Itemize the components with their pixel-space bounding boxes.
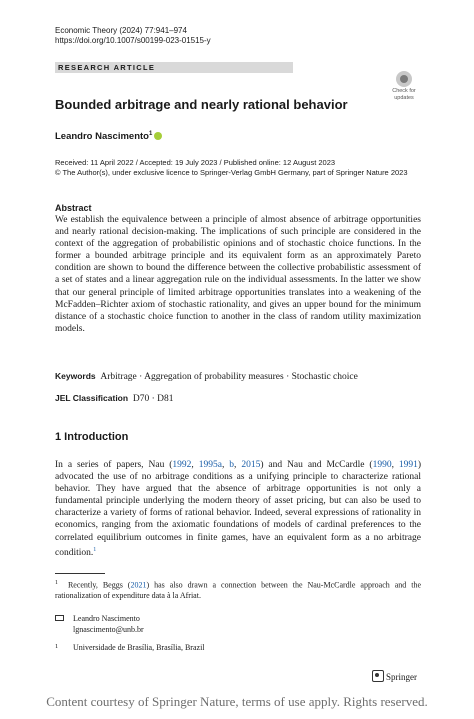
- citation-link[interactable]: 1990: [372, 460, 392, 470]
- citation-link[interactable]: b: [229, 460, 235, 470]
- citation-link[interactable]: 2015: [241, 460, 261, 470]
- footnote-text: ) has also drawn a connection between the Nau-McCardle approach and the rationalization of expenditure data à la Afriat.: [55, 580, 422, 600]
- intro-text: In a series of papers, Nau (: [55, 460, 173, 470]
- article-type-label: RESEARCH ARTICLE: [58, 63, 156, 72]
- copyright-line: © The Author(s), under exclusive licence to Springer-Verlag GmbH Germany, part of Springer Nature 2023: [55, 168, 408, 177]
- doi-link[interactable]: https://doi.org/10.1007/s00199-023-01515-y: [55, 36, 211, 45]
- publisher-name: Springer: [386, 672, 417, 682]
- check-for-label: Check for: [392, 88, 416, 94]
- intro-text: ,: [221, 460, 230, 470]
- jel-line: [55, 393, 173, 404]
- citation-link[interactable]: 1992: [172, 460, 192, 470]
- author-name[interactable]: Leandro Nascimento: [55, 131, 149, 143]
- affiliation-text: Universidade de Brasília, Brasília, Brazil: [73, 643, 205, 652]
- abstract-heading: Abstract: [55, 203, 92, 213]
- springer-horse-icon: [372, 670, 384, 682]
- footnote: [55, 578, 421, 601]
- abstract-text: We establish the equivalence between a principle of almost absence of arbitrage opportunities and nearly rational decision-making. The implications of such principle are considered in the context of the aggregation of probabilistic opinions and of stochastic choice functions. In the former a bounded arbitrage principle and its equivalent form as an approximately Pareto condition are shown to bound the difference between the collective probabilistic assessment of a set of states and a linear aggregation rule on the individual assessments. In the latter we show that our general principle of limited arbitrage opportunities translates into a weakening of the McFadden–Richter axiom of stochastic rationality, and gives an upper bound for the minimum distance of a stochastic choice function to another in the class of random utility maximization models.: [55, 215, 421, 334]
- intro-text: ,: [391, 460, 399, 470]
- correspondence-block: [55, 614, 144, 635]
- intro-text: ) advocated the use of no arbitrage conditions as a unifying principle to characterize rational behavior. They have argued that the absence of arbitrage opportunities is not only a fundamental principle underlying the modern theory of asset pricing, but can also be used to characterize a variety of forms of rational behavior. Indeed, several expressions of rationality in economics, ranging from the axiomatic foundations of models of cardinal preferences to the correlated equilibrium outcomes in finite games, have an equivalent form as a no arbitrage condition.: [55, 460, 422, 558]
- jel-label: JEL Classification: [55, 393, 129, 403]
- check-for-updates-badge[interactable]: [388, 69, 420, 103]
- keywords-text: Arbitrage · Aggregation of probability measures · Stochastic choice: [100, 372, 358, 382]
- footnote-link[interactable]: 1: [93, 546, 97, 553]
- intro-text: ,: [191, 460, 199, 470]
- footnote-rule: [55, 573, 105, 574]
- jel-codes: D70 · D81: [132, 394, 174, 404]
- citation-link[interactable]: 2021: [130, 580, 147, 590]
- publication-dates: [55, 158, 425, 178]
- citation-link[interactable]: 1991: [398, 460, 418, 470]
- keywords-line: [55, 371, 358, 382]
- article-type-banner: [55, 62, 293, 73]
- keywords-label: Keywords: [55, 371, 96, 381]
- footnote-text: Recently, Beggs (: [67, 580, 131, 590]
- crossmark-icon: [396, 71, 412, 87]
- citation-link[interactable]: 1995a: [198, 460, 222, 470]
- journal-citation: Economic Theory (2024) 77:941–974: [55, 26, 187, 35]
- affiliation-mark: 1: [55, 643, 59, 650]
- envelope-icon: [55, 615, 64, 621]
- orcid-icon[interactable]: [154, 132, 162, 140]
- updates-label: updates: [394, 95, 414, 101]
- footnote-mark: 1: [55, 580, 58, 586]
- introduction-paragraph: [55, 459, 421, 559]
- article-title: Bounded arbitrage and nearly rational behavior: [55, 97, 348, 112]
- section-heading-introduction: 1 Introduction: [55, 431, 129, 443]
- author-line: [55, 131, 162, 142]
- intro-text: ) and Nau and McCardle (: [260, 460, 373, 470]
- correspondent-email[interactable]: lgnascimento@unb.br: [73, 624, 144, 634]
- courtesy-notice: Content courtesy of Springer Nature, terms of use apply. Rights reserved.: [46, 694, 428, 709]
- intro-text: ,: [234, 460, 242, 470]
- correspondent-name: Leandro Nascimento: [73, 614, 140, 623]
- history-dates: Received: 11 April 2022 / Accepted: 19 July 2023 / Published online: 12 August 2023: [55, 158, 336, 167]
- author-affil-mark: 1: [148, 131, 153, 137]
- publisher-logo: [372, 670, 417, 682]
- affiliation: [55, 643, 205, 652]
